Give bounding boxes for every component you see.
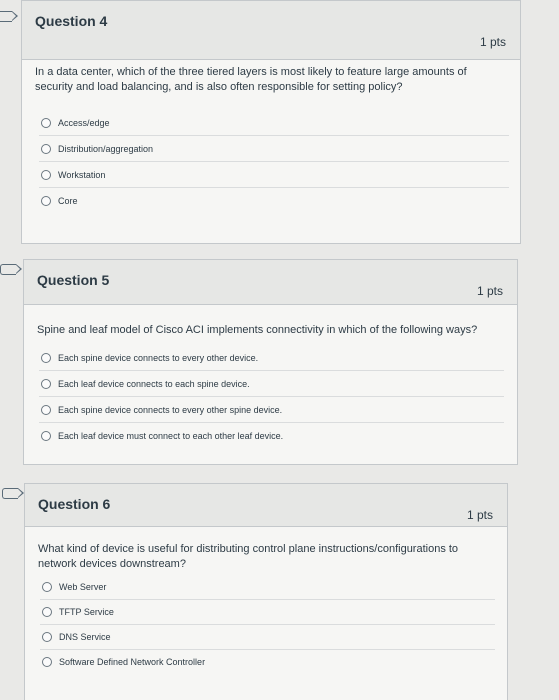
answer-option[interactable] [39, 371, 504, 397]
question-6 [24, 483, 508, 700]
flag-question-icon[interactable] [0, 264, 16, 275]
answer-option[interactable] [40, 625, 495, 650]
radio-button[interactable] [41, 353, 51, 363]
answer-list [39, 345, 504, 448]
answer-label: Web Server [59, 582, 107, 592]
question-points: 1 pts [466, 508, 493, 522]
answer-option[interactable] [39, 397, 504, 423]
answer-option[interactable] [40, 575, 495, 600]
radio-button[interactable] [41, 170, 51, 180]
answer-option[interactable] [39, 188, 509, 213]
radio-button[interactable] [41, 118, 51, 128]
answer-list [40, 575, 495, 674]
answer-list [39, 110, 509, 213]
question-points: 1 pts [476, 284, 503, 298]
answer-option[interactable] [40, 600, 495, 625]
question-header [25, 484, 507, 527]
question-5 [23, 259, 518, 465]
question-title: Question 6 [38, 496, 111, 512]
question-title: Question 5 [37, 272, 110, 288]
answer-label: Distribution/aggregation [58, 143, 154, 154]
answer-option[interactable] [39, 345, 504, 371]
radio-button[interactable] [42, 657, 52, 667]
radio-button[interactable] [42, 607, 52, 617]
answer-label: Access/edge [58, 117, 110, 128]
question-4 [21, 0, 521, 244]
answer-label: Each leaf device must connect to each other leaf device. [58, 430, 284, 441]
flag-question-icon[interactable] [0, 11, 12, 22]
answer-label: Each spine device connects to every other device. [58, 352, 259, 363]
radio-button[interactable] [41, 379, 51, 389]
question-title: Question 4 [35, 13, 108, 29]
answer-label: DNS Service [59, 632, 111, 642]
radio-button[interactable] [42, 632, 52, 642]
question-header [22, 1, 520, 60]
answer-option[interactable] [39, 162, 509, 188]
question-text: In a data center, which of the three tiered layers is most likely to feature large amounts of security and load balancing, and is also often responsible for setting policy? [35, 66, 467, 93]
answer-option[interactable] [39, 136, 509, 162]
answer-label: TFTP Service [59, 607, 114, 617]
radio-button[interactable] [41, 144, 51, 154]
answer-label: Each spine device connects to every other spine device. [58, 404, 283, 415]
question-header [24, 260, 517, 305]
flag-question-icon[interactable] [2, 488, 18, 499]
answer-option[interactable] [40, 650, 495, 674]
question-text: Spine and leaf model of Cisco ACI implements connectivity in which of the following ways? [37, 324, 478, 336]
radio-button[interactable] [41, 196, 51, 206]
radio-button[interactable] [41, 431, 51, 441]
question-points: 1 pts [479, 35, 506, 49]
question-text: What kind of device is useful for distributing control plane instructions/configurations to network devices downstream? [38, 543, 459, 570]
answer-label: Each leaf device connects to each spine device. [58, 378, 250, 389]
answer-label: Core [58, 195, 78, 206]
answer-label: Workstation [58, 169, 106, 180]
radio-button[interactable] [42, 582, 52, 592]
radio-button[interactable] [41, 405, 51, 415]
answer-option[interactable] [39, 110, 509, 136]
answer-option[interactable] [39, 423, 504, 448]
answer-label: Software Defined Network Controller [59, 657, 206, 667]
